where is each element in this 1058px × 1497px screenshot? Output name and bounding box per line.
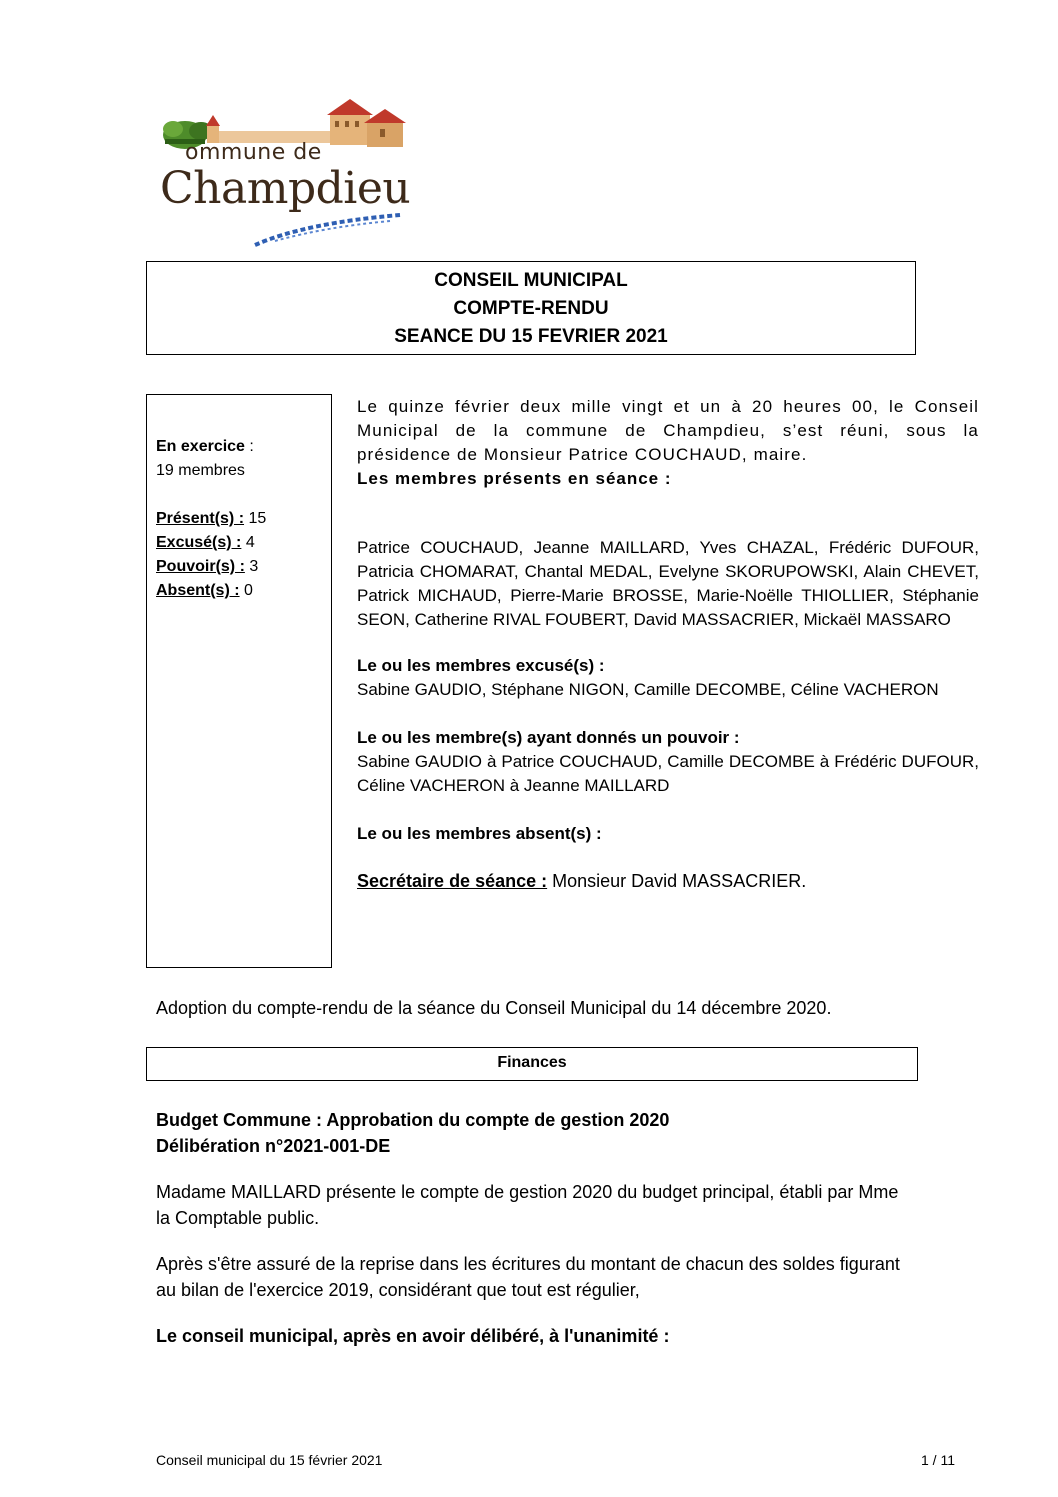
- title-line-1: CONSEIL MUNICIPAL: [434, 270, 628, 291]
- pouvoir-list: Sabine GAUDIO à Patrice COUCHAUD, Camille DECOMBE à Frédéric DUFOUR, Céline VACHERON à Jeanne MAILLARD: [357, 752, 979, 795]
- presents-label: Présent(s) :: [156, 510, 245, 527]
- exercice-label: En exercice: [156, 438, 245, 455]
- excuses-label: Excusé(s) :: [156, 534, 242, 551]
- deliberation-body: [156, 1107, 908, 1369]
- logo-text-commune: ommune de: [185, 140, 322, 165]
- exercice-row: [156, 435, 331, 459]
- excuses-row: [156, 531, 331, 555]
- exercice-value: 19 membres: [156, 462, 245, 479]
- title-line-2: COMPTE-RENDU: [453, 298, 609, 319]
- deliberation-number: Délibération n°2021-001-DE: [156, 1136, 391, 1156]
- adoption-line: Adoption du compte-rendu de la séance du Conseil Municipal du 14 décembre 2020.: [156, 998, 832, 1018]
- presents-list: Patrice COUCHAUD, Jeanne MAILLARD, Yves CHAZAL, Frédéric DUFOUR, Patricia CHOMARAT, Chantal MEDAL, Evelyne SKORUPOWSKI, Alain CHEVET, Patrick MICHAUD, Pierre-Marie BROSSE, Marie-Noëlle THIOLLIER, Stéphanie SEON, Catherine RIVAL FOUBERT, David MASSACRIER, Mickaël MASSARO: [357, 538, 979, 629]
- page-number: 1 / 11: [921, 1452, 955, 1468]
- paragraph-considerant: Après s'être assuré de la reprise dans les écritures du montant de chacun des soldes figurant au bilan de l'exercice 2019, considérant que tout est régulier,: [156, 1254, 900, 1300]
- attendance-summary-box: [146, 394, 332, 968]
- absents-heading: Le ou les membres absent(s) :: [357, 824, 602, 843]
- pouvoirs-value: 3: [244, 558, 259, 575]
- document-title-box: [146, 261, 916, 355]
- finances-section-header: Finances: [146, 1047, 918, 1081]
- pouvoirs-label: Pouvoir(s) :: [156, 558, 245, 575]
- paragraph-decision: Le conseil municipal, après en avoir délibéré, à l'unanimité :: [156, 1326, 670, 1346]
- excuses-list: Sabine GAUDIO, Stéphane NIGON, Camille DECOMBE, Céline VACHERON: [357, 680, 939, 699]
- deliberation-header: [156, 1107, 908, 1159]
- excuses-value: 4: [241, 534, 255, 551]
- secretaire-value: Monsieur David MASSACRIER.: [547, 871, 807, 891]
- commune-logo: [155, 95, 415, 250]
- presents-value: 15: [244, 510, 267, 527]
- footer-title: Conseil municipal du 15 février 2021: [156, 1452, 383, 1468]
- paragraph-presentation: Madame MAILLARD présente le compte de gestion 2020 du budget principal, établi par Mme la Comptable public.: [156, 1182, 899, 1228]
- exercice-sep: :: [244, 438, 254, 455]
- pouvoir-heading: Le ou les membre(s) ayant donnés un pouvoir :: [357, 728, 740, 747]
- presents-heading: Les membres présents en séance :: [357, 469, 672, 488]
- absents-row: [156, 579, 331, 603]
- secretaire-line: [357, 869, 979, 893]
- session-details: [357, 395, 979, 893]
- secretaire-label: Secrétaire de séance :: [357, 871, 548, 891]
- budget-title: Budget Commune : Approbation du compte de gestion 2020: [156, 1110, 670, 1130]
- excuses-heading: Le ou les membres excusé(s) :: [357, 656, 605, 675]
- pouvoirs-row: [156, 555, 331, 579]
- title-line-3: SEANCE DU 15 FEVRIER 2021: [394, 326, 668, 347]
- absents-label: Absent(s) :: [156, 582, 240, 599]
- absents-value: 0: [239, 582, 253, 599]
- intro-paragraph: Le quinze février deux mille vingt et un à 20 heures 00, le Conseil Municipal de la commune de Champdieu, s’est réuni, sous la présidence de Monsieur Patrice COUCHAUD, maire.: [357, 397, 979, 464]
- presents-row: [156, 507, 331, 531]
- logo-text-champdieu: Champdieu: [160, 163, 411, 214]
